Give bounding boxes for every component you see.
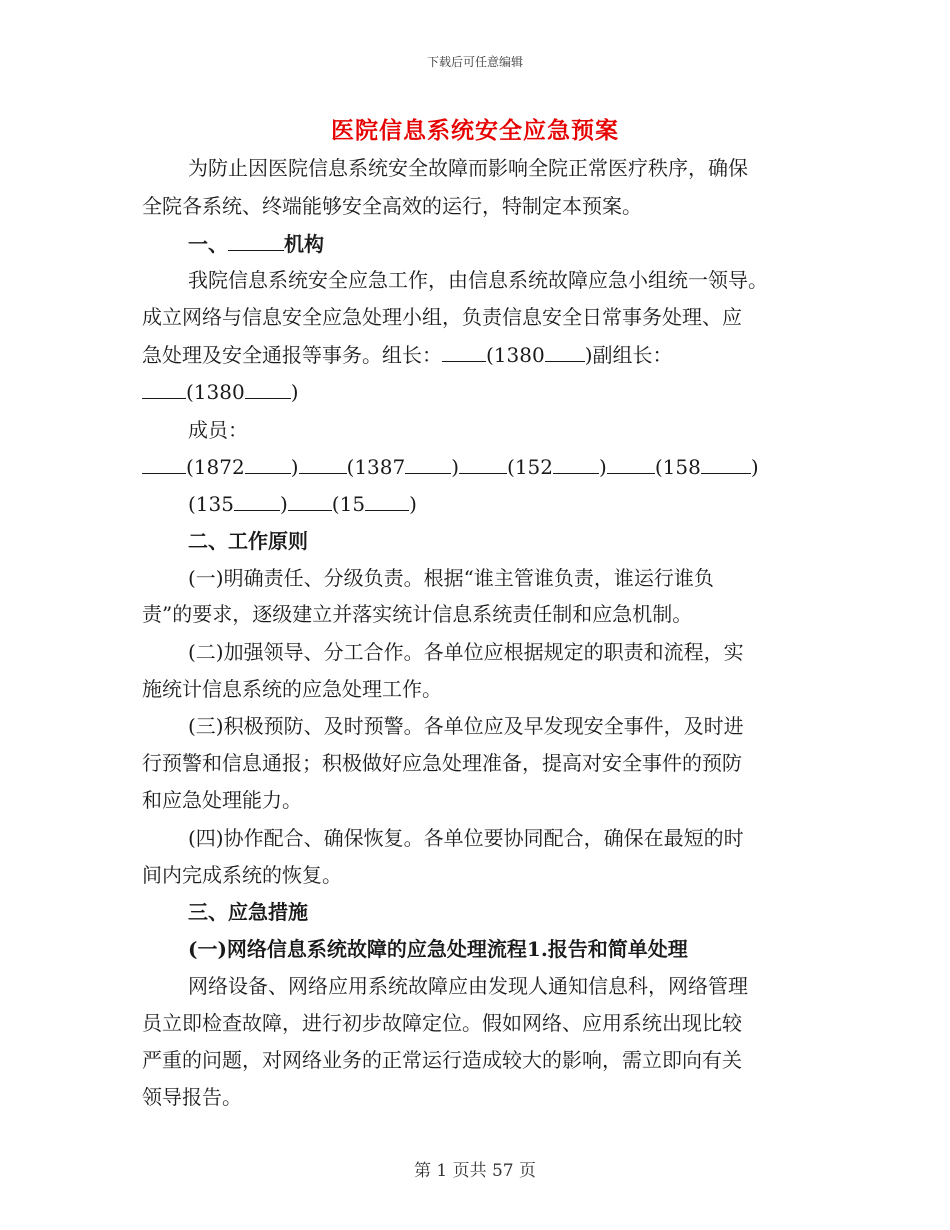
page-header-note: 下载后可任意编辑 bbox=[426, 55, 523, 69]
section-3-heading: 三、应急措施 bbox=[188, 900, 308, 924]
member-3-phone-prefix: (152 bbox=[507, 455, 554, 479]
member-4-close: ) bbox=[750, 455, 759, 479]
section-1-para-line-3 bbox=[142, 341, 673, 369]
leader-phone-blank bbox=[545, 341, 585, 362]
member-1-phone-prefix: (1872 bbox=[186, 455, 245, 479]
member-3-close: ) bbox=[599, 455, 607, 479]
member-1-phone-blank bbox=[245, 453, 291, 474]
member-3-phone-blank bbox=[553, 453, 599, 474]
section-1-heading-text: 机构 bbox=[284, 232, 324, 256]
principle-2-line-2: 施统计信息系统的应急处理工作。 bbox=[142, 677, 442, 701]
deputy-phone-close: ) bbox=[290, 380, 299, 404]
intro-line-1: 为防止因医院信息系统安全故障而影响全院正常医疗秩序，确保 bbox=[188, 156, 748, 180]
member-6-close: ) bbox=[409, 492, 417, 516]
member-6-phone-blank bbox=[365, 490, 409, 511]
page-footer-note: 第 1 页共 57 页 bbox=[413, 1161, 537, 1181]
section-3-para-line-2: 员立即检查故障，进行初步故障定位。假如网络、应用系统出现比较 bbox=[142, 1011, 742, 1035]
members-line-2 bbox=[188, 490, 417, 518]
member-1-name-blank bbox=[142, 453, 186, 474]
deputy-phone-prefix: (1380 bbox=[186, 380, 245, 404]
principle-3-line-2: 行预警和信息通报；积极做好应急处理准备，提高对安全事件的预防 bbox=[142, 751, 742, 775]
principle-4-line-1: (四)协作配合、确保恢复。各单位要协同配合，确保在最短的时 bbox=[188, 826, 744, 850]
member-4-name-blank bbox=[607, 453, 655, 474]
member-4-phone-prefix: (158 bbox=[654, 455, 701, 479]
principle-1-line-2: 责”的要求，逐级建立并落实统计信息系统责任制和应急机制。 bbox=[142, 602, 693, 626]
member-1-close: ) bbox=[290, 455, 299, 479]
heading-blank bbox=[228, 230, 284, 251]
principle-3-line-1: (三)积极预防、及时预警。各单位应及早发现安全事件，及时进 bbox=[188, 714, 744, 738]
member-5-phone-blank bbox=[234, 490, 280, 511]
member-2-phone-blank bbox=[405, 453, 451, 474]
section-3-subheading: (一)网络信息系统故障的应急处理流程1.报告和简单处理 bbox=[188, 937, 688, 961]
members-line-1 bbox=[142, 453, 759, 481]
section-1-heading bbox=[188, 230, 324, 258]
leader-phone-prefix: (1380 bbox=[486, 343, 545, 367]
section-2-heading: 二、工作原则 bbox=[188, 529, 308, 553]
principle-3-line-3: 和应急处理能力。 bbox=[142, 788, 302, 812]
section-1-para-line-4 bbox=[142, 378, 299, 406]
deputy-leader-label: )副组长： bbox=[584, 343, 673, 367]
principle-1-line-1: (一)明确责任、分级负责。根据“谁主管谁负责，谁运行谁负 bbox=[188, 566, 714, 590]
member-6-name-blank bbox=[288, 490, 332, 511]
intro-line-2: 全院各系统、终端能够安全高效的运行，特制定本预案。 bbox=[142, 194, 642, 218]
member-2-close: ) bbox=[451, 455, 460, 479]
section-1-para-line-1: 我院信息系统安全应急工作，由信息系统故障应急小组统一领导。 bbox=[188, 268, 768, 292]
section-1-para-line-2: 成立网络与信息安全应急处理小组，负责信息安全日常事务处理、应 bbox=[142, 305, 742, 329]
deputy-phone-blank bbox=[245, 378, 291, 399]
member-4-phone-blank bbox=[701, 453, 751, 474]
member-2-phone-prefix: (1387 bbox=[346, 455, 406, 479]
section-3-para-line-3: 严重的问题，对网络业务的正常运行造成较大的影响，需立即向有关 bbox=[142, 1048, 742, 1072]
deputy-name-blank bbox=[142, 378, 186, 399]
member-2-name-blank bbox=[299, 453, 347, 474]
member-5-phone-prefix: (135 bbox=[188, 492, 234, 516]
members-label: 成员： bbox=[188, 418, 248, 442]
section-3-para-line-1: 网络设备、网络应用系统故障应由发现人通知信息科，网络管理 bbox=[188, 974, 748, 998]
section-3-para-line-4: 领导报告。 bbox=[142, 1085, 242, 1109]
member-3-name-blank bbox=[459, 453, 507, 474]
leader-label: 急处理及安全通报等事务。组长： bbox=[142, 343, 442, 367]
leader-name-blank bbox=[442, 341, 486, 362]
document-title: 医院信息系统安全应急预案 bbox=[331, 117, 619, 144]
principle-4-line-2: 间内完成系统的恢复。 bbox=[142, 863, 342, 887]
principle-2-line-1: (二)加强领导、分工合作。各单位应根据规定的职责和流程，实 bbox=[188, 640, 744, 664]
member-6-phone-prefix: (15 bbox=[331, 492, 366, 516]
member-5-close: ) bbox=[279, 492, 288, 516]
section-1-heading-number: 一、 bbox=[188, 232, 228, 256]
